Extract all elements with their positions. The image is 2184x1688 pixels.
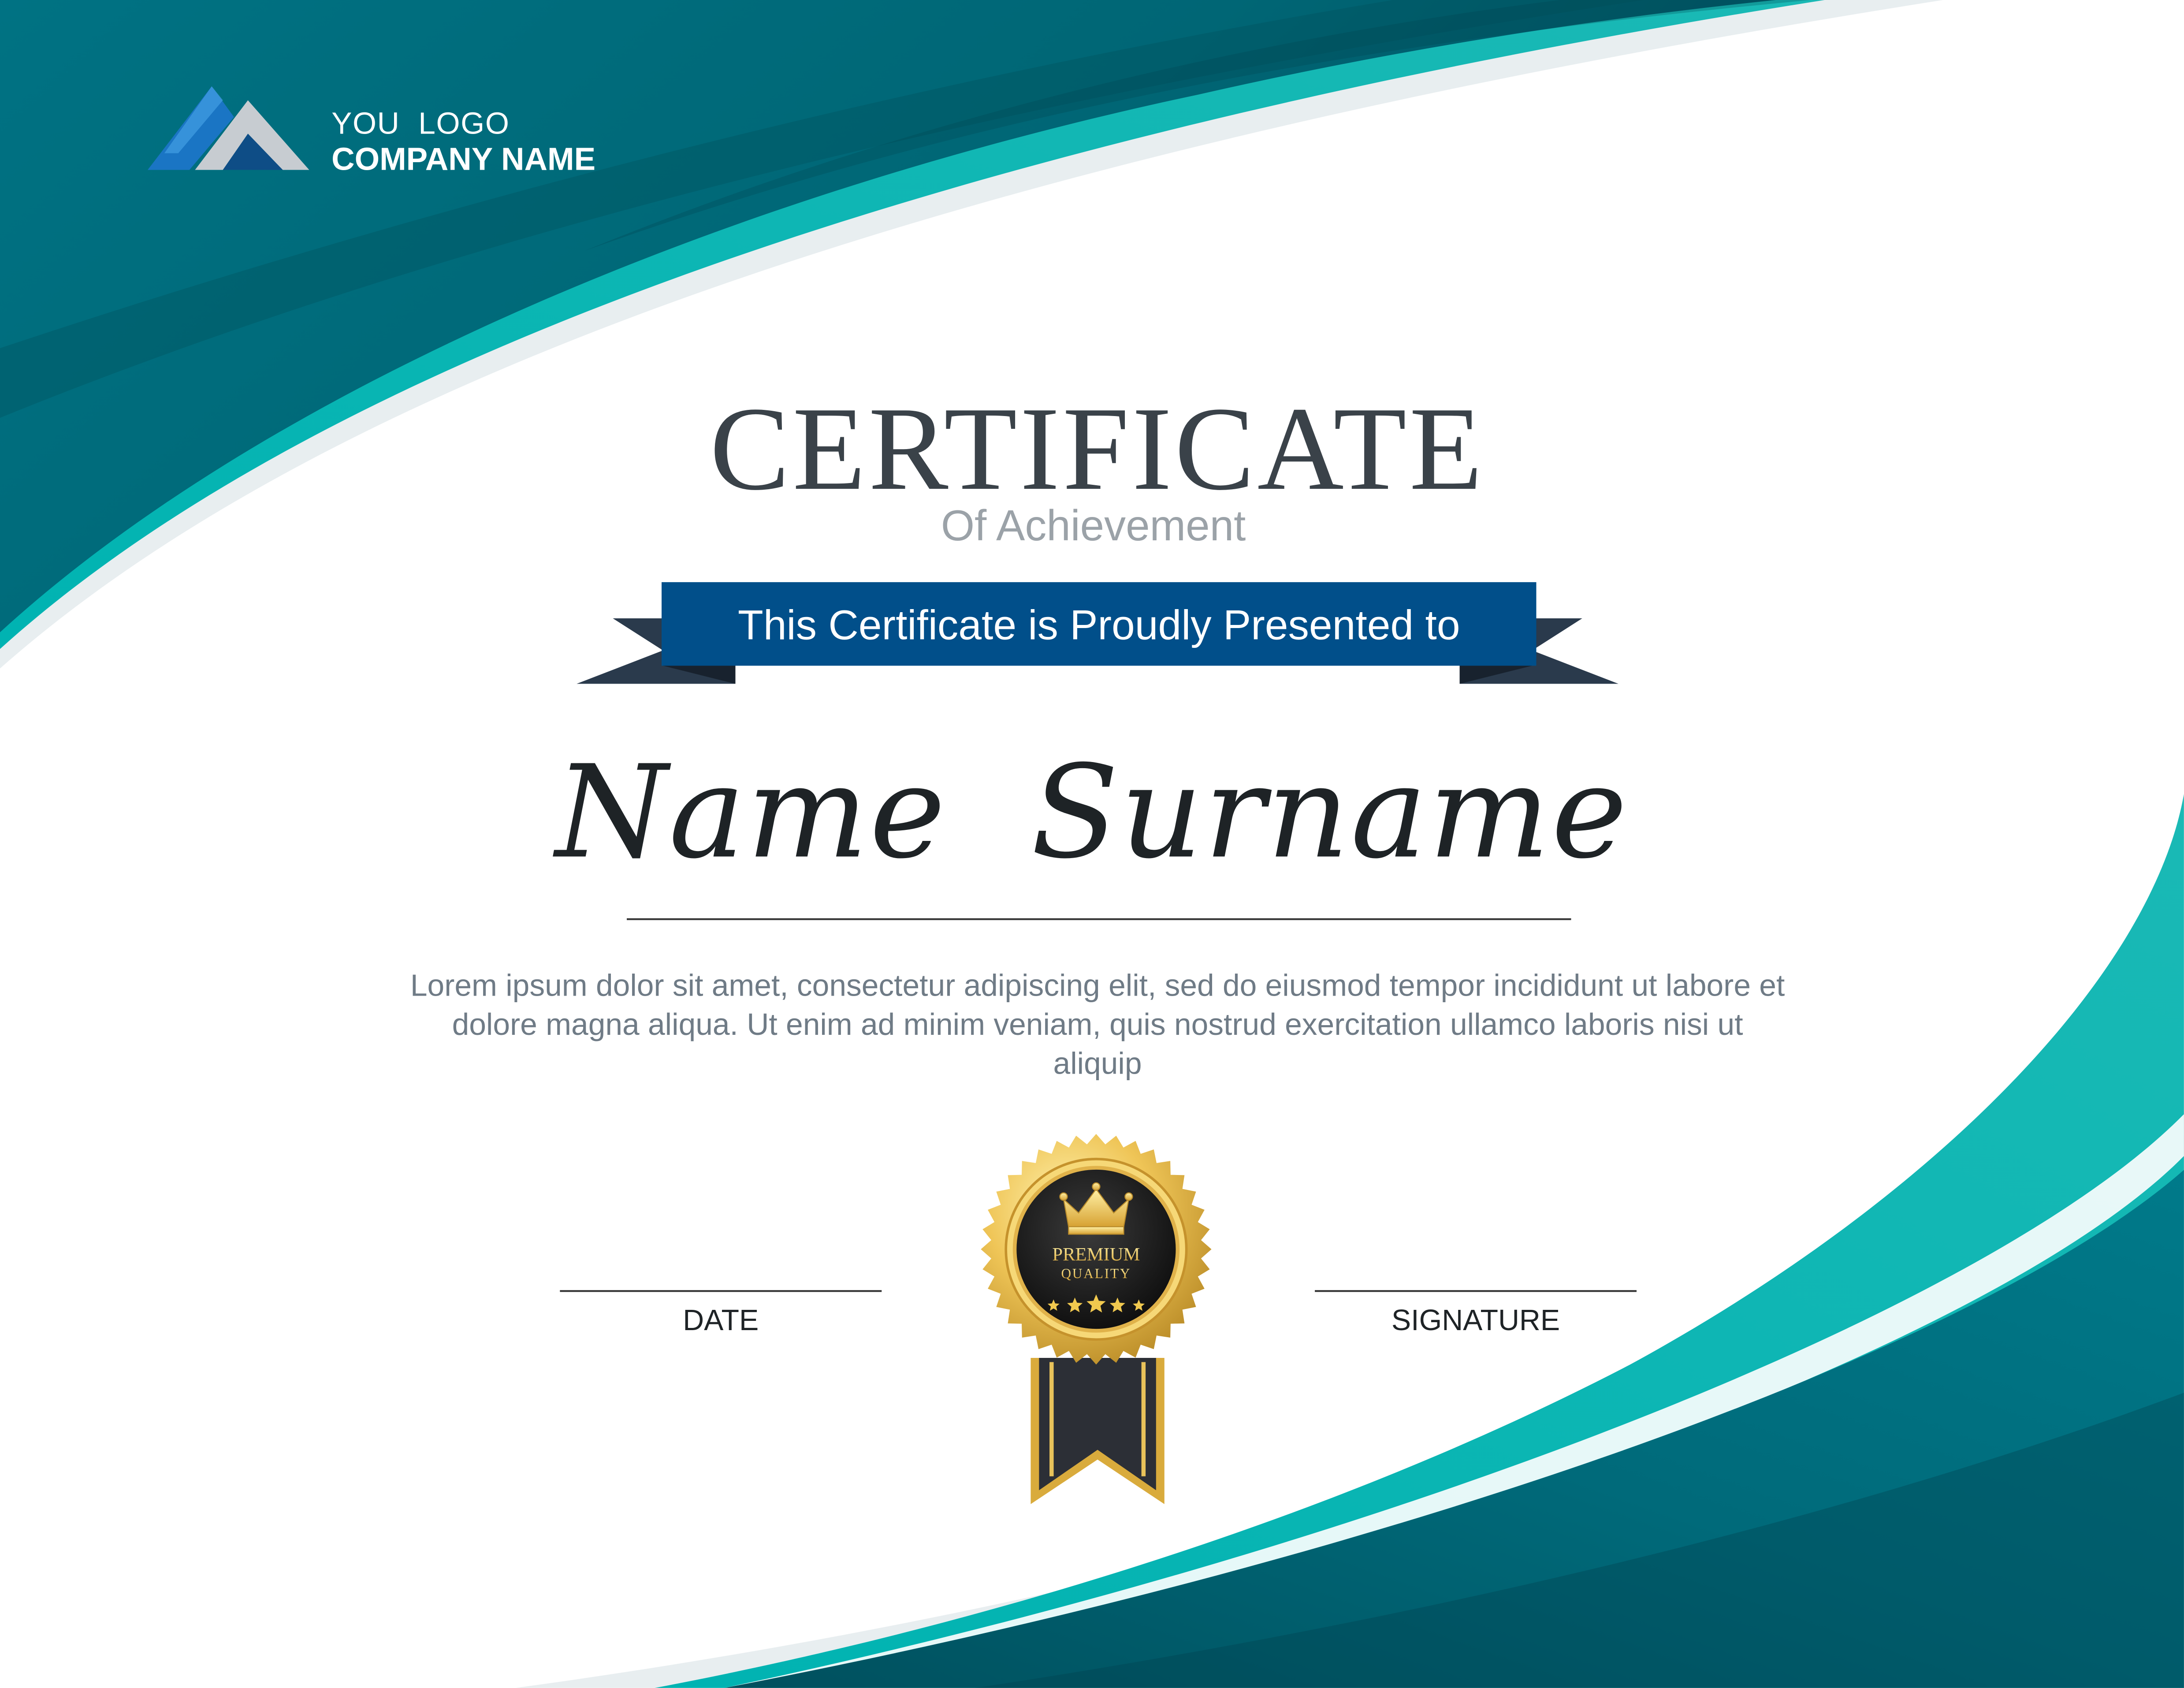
seal-line1: PREMIUM: [1052, 1244, 1140, 1265]
date-label: DATE: [683, 1305, 759, 1337]
company-name: COMPANY NAME: [331, 141, 596, 177]
certificate-subtitle: Of Achievement: [941, 501, 1246, 550]
certificate-title: CERTIFICATE: [710, 381, 1485, 516]
signature-label: SIGNATURE: [1391, 1305, 1560, 1337]
premium-quality-seal: [971, 1124, 1222, 1375]
logo-line1: YOU LOGO: [331, 106, 510, 141]
badge-ribbon: [1031, 1358, 1164, 1504]
seal-line2: QUALITY: [1061, 1265, 1131, 1281]
recipient-name: Name Surname: [555, 738, 1629, 887]
certificate-description: Lorem ipsum dolor sit amet, consectetur adipiscing elit, sed do eiusmod tempor incididunt ut labore et dolore magna aliqua. Ut enim ad minim veniam, quis nostrud exercitation ullamco laboris nisi ut aliquip: [410, 968, 1785, 1081]
presented-to-banner-text: This Certificate is Proudly Presented to: [737, 603, 1460, 649]
